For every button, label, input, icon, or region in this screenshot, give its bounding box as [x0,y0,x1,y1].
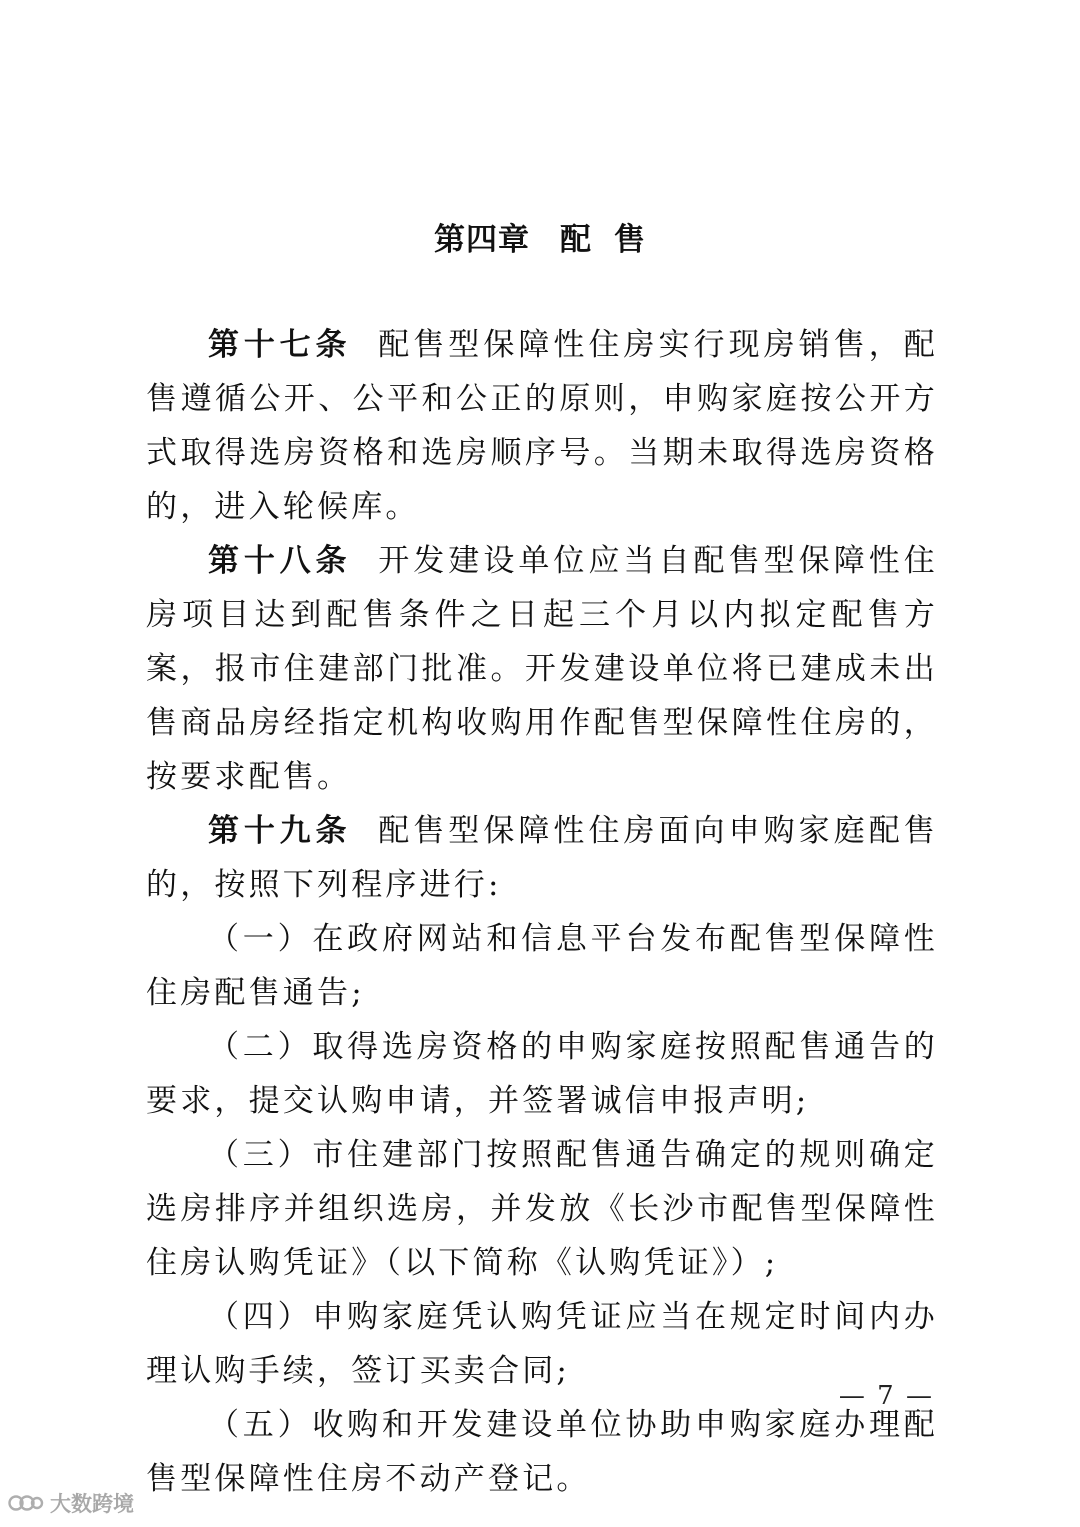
article-18-label: 第十八条 [208,543,352,579]
watermark-text: 大数跨境 [50,1492,134,1516]
procedure-item-3: （三）市住建部门按照配售通告确定的规则确定选房排序并组织选房，并发放《长沙市配售型保障性住房认购凭证》（以下简称《认购凭证》）; [146,1137,938,1281]
procedure-item-1: （一）在政府网站和信息平台发布配售型保障性住房配售通告; [146,921,938,1011]
chapter-title-number: 第四章 [434,222,530,258]
article-19 [146,804,938,912]
procedure-item-2: （二）取得选房资格的申购家庭按照配售通告的要求，提交认购申请，并签署诚信申报声明; [146,1029,938,1119]
article-19-text: 配售型保障性住房面向申购家庭配售的，按照下列程序进行: [146,813,938,903]
chapter-title [0,218,1080,262]
chapter-title-word-1: 配 [560,222,592,258]
article-18-text: 开发建设单位应当自配售型保障性住房项目达到配售条件之日起三个月以内拟定配售方案，报市住建部门批准。开发建设单位将已建成未出售商品房经指定机构收购用作配售型保障性住房的，按要求配售。 [146,543,938,795]
watermark-logo-icon [8,1490,44,1516]
procedure-item-5: （五）收购和开发建设单位协助申购家庭办理配售型保障性住房不动产登记。 [146,1407,938,1497]
article-17-label: 第十七条 [208,327,352,363]
document-body [146,318,938,1506]
chapter-title-word-2: 售 [614,222,646,258]
procedure-item-4: （四）申购家庭凭认购凭证应当在规定时间内办理认购手续，签订买卖合同; [146,1299,938,1389]
article-18 [146,534,938,804]
article-19-label: 第十九条 [208,813,352,849]
article-17-text: 配售型保障性住房实行现房销售，配售遵循公开、公平和公正的原则，申购家庭按公开方式取得选房资格和选房顺序号。当期未取得选房资格的，进入轮候库。 [146,327,938,525]
watermark [8,1486,134,1520]
page-number: — 7 — [838,1381,934,1411]
article-17 [146,318,938,534]
